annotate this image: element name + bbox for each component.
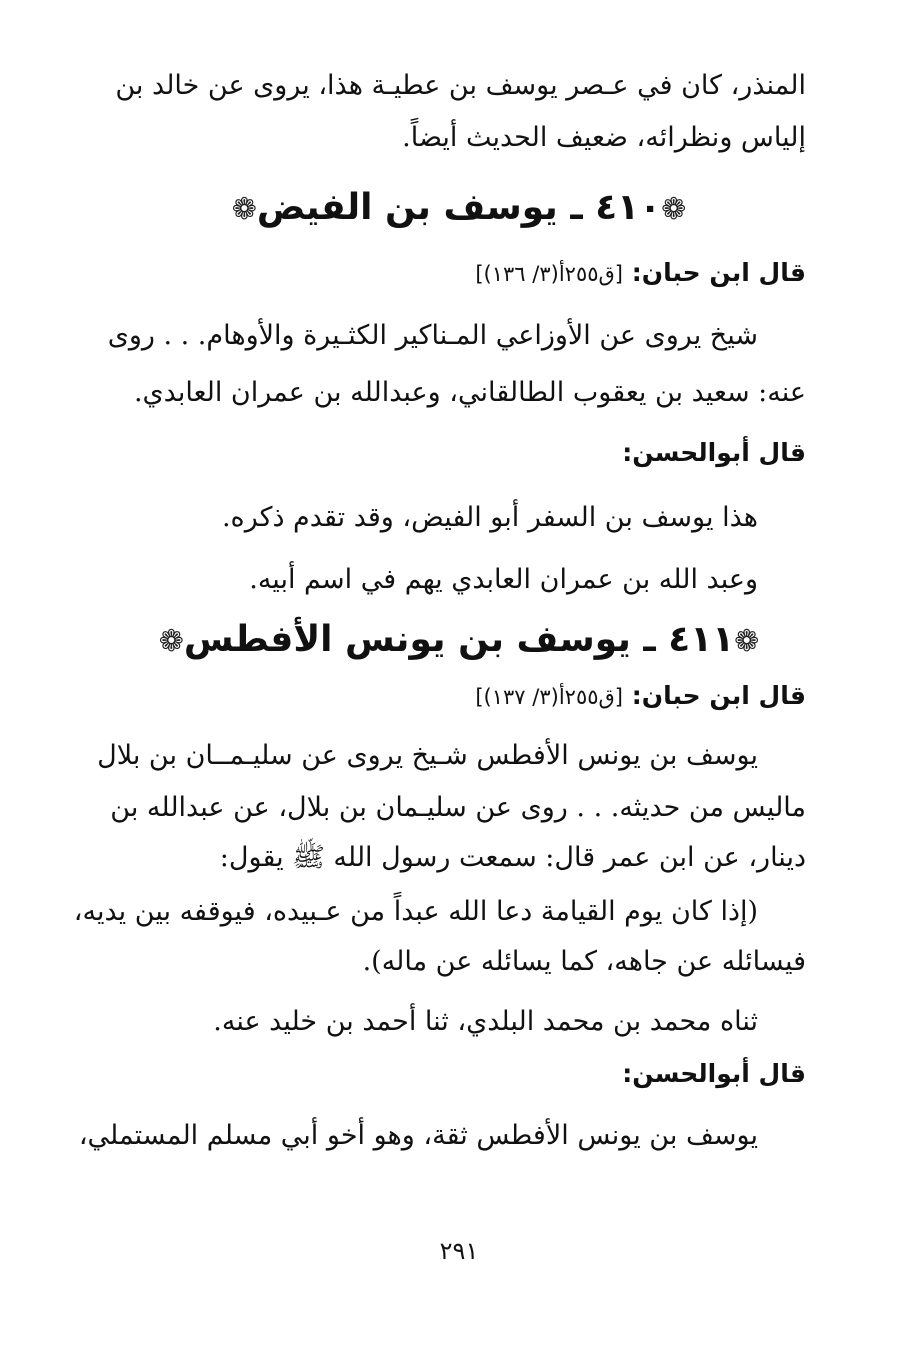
entry-411-title: ٤١١ ـ يوسف بن يونس الأفطس <box>183 619 735 660</box>
entry-410-comment-line-1: هذا يوسف بن السفر أبو الفيض، وقد تقدم ذكره. <box>221 502 758 533</box>
entry-410-title: ٤١٠ ـ يوسف بن الفيض <box>256 187 662 228</box>
entry-411-text-line-1: يوسف بن يونس الأفطس شـيخ يروى عن سليـمــان بن بلال <box>97 740 758 771</box>
entry-411-abulhasan-label: قال أبوالحسن: <box>622 1059 806 1088</box>
source-reference: [ق٢٥٥أ(٣/ ١٣٧)] <box>475 685 624 709</box>
hadith-line-1: (إذا كان يوم القيامة دعا الله عبداً من عـبيده، فيوقفه بين يديه، <box>73 896 758 927</box>
ornament-close-icon: ❁ <box>158 624 184 659</box>
entry-410-comment-line-2: وعبد الله بن عمران العابدي يهم في اسم أبيه. <box>249 564 758 595</box>
entry-411-comment-line-1: يوسف بن يونس الأفطس ثقة، وهو أخو أبي مسلم المستملي، <box>78 1120 758 1151</box>
ornament-open-icon: ❁ <box>661 192 687 227</box>
ornament-close-icon: ❁ <box>231 192 257 227</box>
page-number: ٢٩١ <box>439 1237 479 1265</box>
ibn-hibban-label: قال ابن حبان: <box>631 681 806 710</box>
entry-410-text-line-2: عنه: سعيد بن يعقوب الطالقاني، وعبدالله بن عمران العابدي. <box>133 377 806 408</box>
intro-line-1: المنذر، كان في عـصر يوسف بن عطيـة هذا، يروى عن خالد بن <box>115 70 806 101</box>
hadith-line-2: فيسائله عن جاهه، كما يسائله عن ماله). <box>362 946 806 977</box>
entry-411-heading <box>0 612 918 668</box>
entry-410-abulhasan-label: قال أبوالحسن: <box>622 438 806 467</box>
entry-410-heading <box>0 180 918 236</box>
entry-410-text-line-1: شيخ يروى عن الأوزاعي المـناكير الكثـيرة والأوهام. . . روى <box>107 320 758 351</box>
entry-411-text-line-2: ماليس من حديثه. . . روى عن سليـمان بن بلال، عن عبدالله بن <box>110 792 806 823</box>
source-reference: [ق٢٥٥أ(٣/ ١٣٦)] <box>475 262 624 286</box>
entry-410-ibn-hibban <box>475 253 806 293</box>
intro-line-2: إلياس ونظرائه، ضعيف الحديث أيضاً. <box>402 122 806 153</box>
isnad-chain-line: ثناه محمد بن محمد البلدي، ثنا أحمد بن خليد عنه. <box>213 1006 758 1037</box>
entry-411-text-line-3: دينار، عن ابن عمر قال: سمعت رسول الله ﷺ يقول: <box>219 842 806 873</box>
entry-411-ibn-hibban <box>475 676 806 716</box>
ornament-open-icon: ❁ <box>734 624 760 659</box>
ibn-hibban-label: قال ابن حبان: <box>631 258 806 287</box>
